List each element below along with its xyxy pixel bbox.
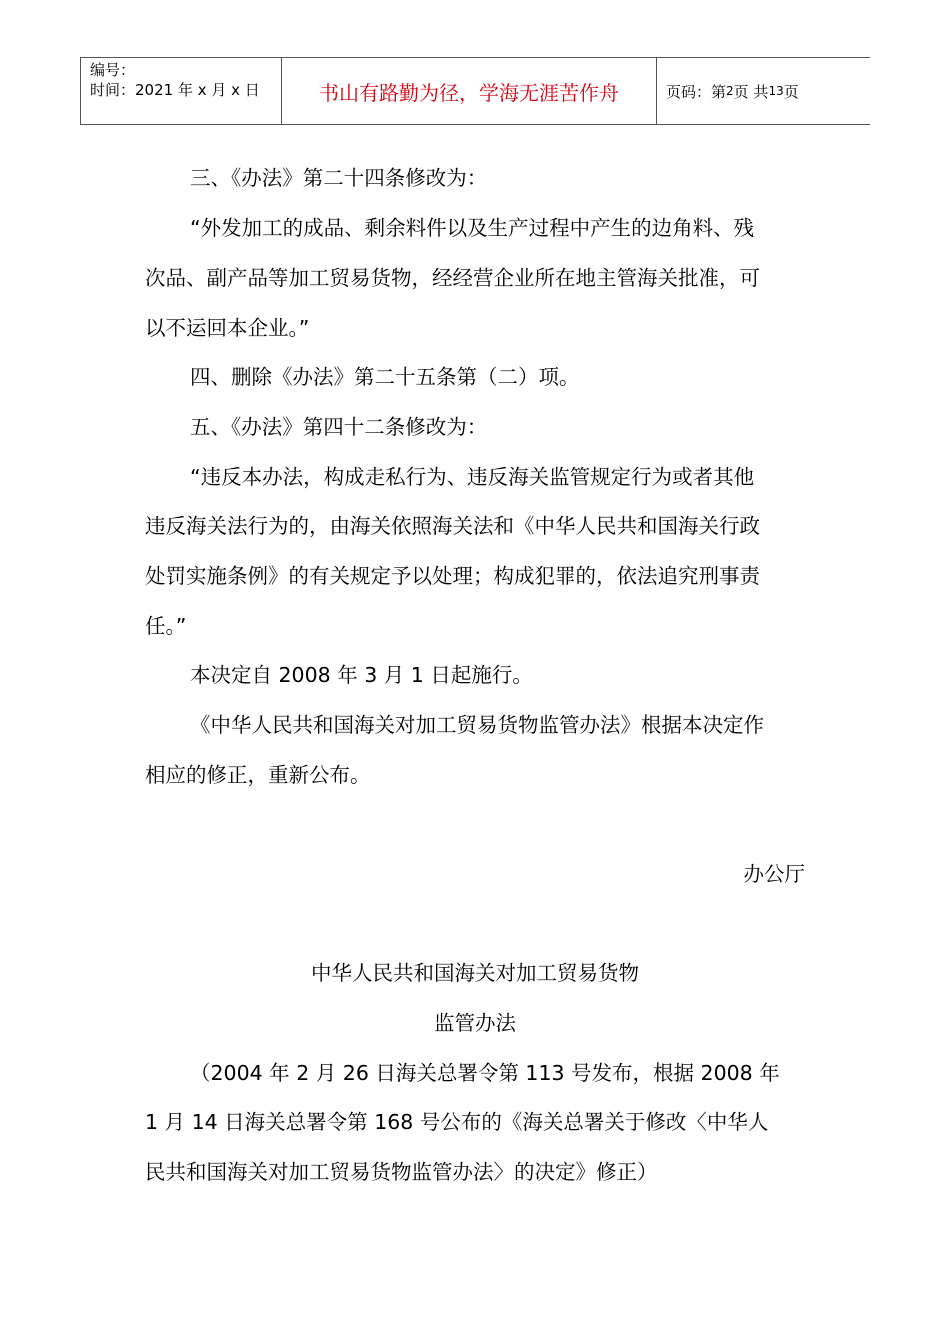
document-body [145, 0, 805, 1344]
page-mid: 页 共 [733, 82, 769, 101]
paragraph-line: 本决定自 2008 年 3 月 1 日起施行。 [190, 663, 533, 687]
paragraph-line: 相应的修正，重新公布。 [145, 763, 371, 787]
paragraph-line: 任。” [145, 614, 187, 638]
page-prefix: 页码：第 [666, 82, 727, 101]
paragraph-line: 次品、副产品等加工贸易货物，经经营企业所在地主管海关批准，可 [145, 266, 760, 290]
paragraph-line: 五、《办法》第四十二条修改为： [190, 415, 488, 439]
note-line: （2004 年 2 月 26 日海关总署令第 113 号发布，根据 2008 年 [190, 1061, 780, 1085]
paragraph-line: 四、删除《办法》第二十五条第（二）项。 [190, 365, 580, 389]
note-line: 民共和国海关对加工贸易货物监管办法〉的决定》修正） [145, 1160, 658, 1184]
paragraph-line: 处罚实施条例》的有关规定予以处理；构成犯罪的，依法追究刑事责 [145, 564, 760, 588]
document-number-label: 编号： [90, 61, 136, 79]
document-time-label: 时间：2021 年 x 月 x 日 [90, 81, 260, 99]
paragraph-line: “外发加工的成品、剩余料件以及生产过程中产生的边角料、残 [190, 216, 755, 240]
signature: 办公厅 [743, 862, 805, 886]
paragraph-line: 《中华人民共和国海关对加工贸易货物监管办法》根据本决定作 [190, 713, 764, 737]
paragraph-line: 以不运回本企业。” [145, 316, 310, 340]
note-line: 1 月 14 日海关总署令第 168 号公布的《海关总署关于修改〈中华人 [145, 1110, 769, 1134]
regulation-title-line2: 监管办法 [434, 1011, 516, 1035]
regulation-title-line1: 中华人民共和国海关对加工贸易货物 [311, 961, 639, 985]
header-motto: 书山有路勤为径，学海无涯苦作舟 [282, 58, 657, 124]
page-current: 2 [726, 84, 734, 98]
paragraph-line: 违反海关法行为的，由海关依照海关法和《中华人民共和国海关行政 [145, 514, 760, 538]
paragraph-line: “违反本办法，构成走私行为、违反海关监管规定行为或者其他 [190, 465, 755, 489]
page-total: 13 [768, 84, 784, 98]
page-suffix: 页 [783, 82, 799, 101]
paragraph-line: 三、《办法》第二十四条修改为： [190, 166, 488, 190]
